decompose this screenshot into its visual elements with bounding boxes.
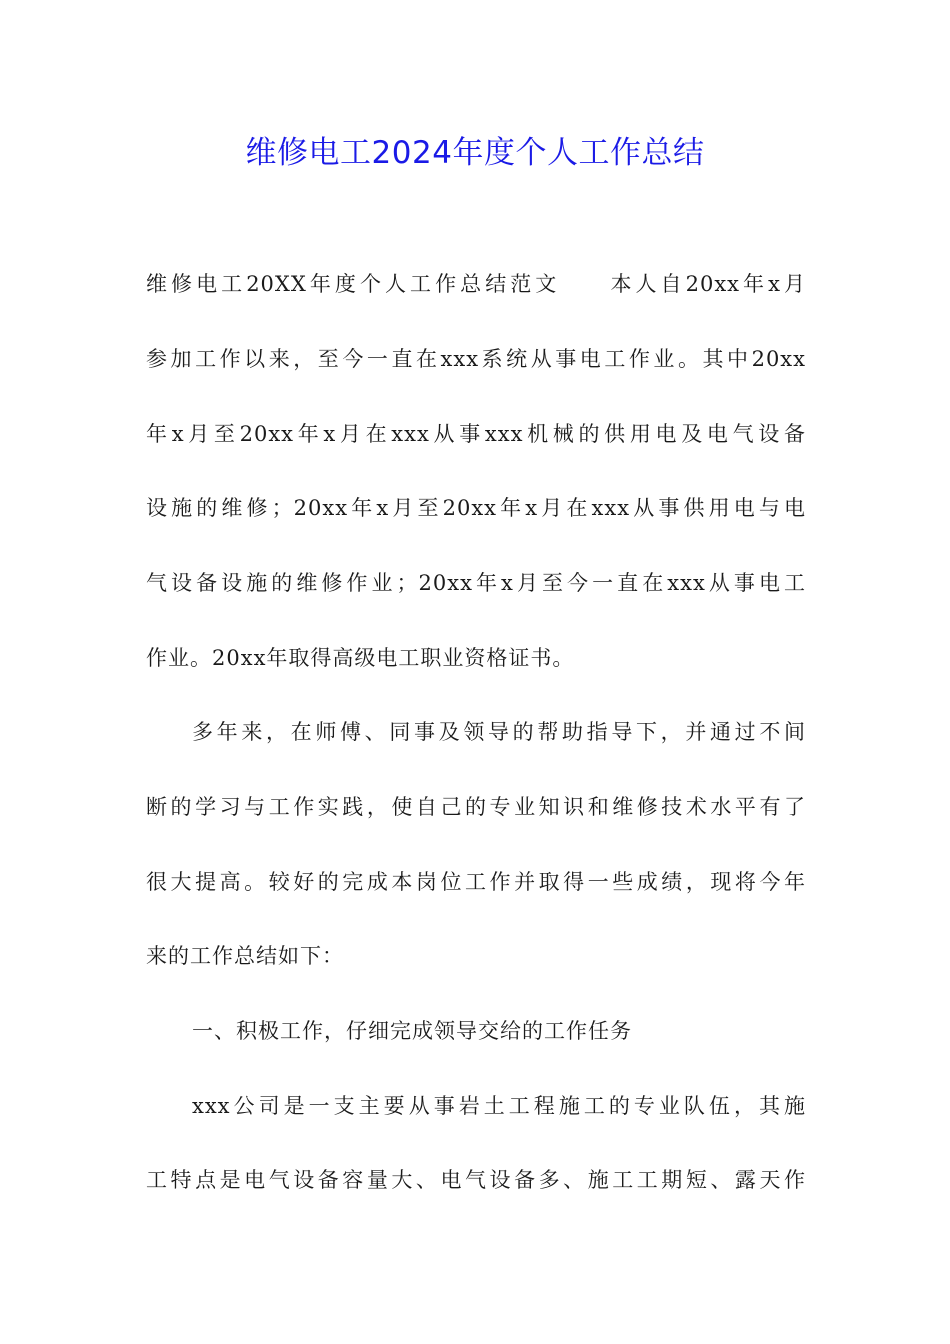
paragraph-line: 参加工作以来，至今一直在xxx系统从事电工作业。其中20xx	[146, 347, 806, 371]
paragraph-line: 设施的维修；20xx年x月至20xx年x月在xxx从事供用电与电	[146, 496, 806, 520]
paragraph-line: 气设备设施的维修作业；20xx年x月至今一直在xxx从事电工	[146, 571, 806, 595]
paragraph-line: 维修电工20XX年度个人工作总结范文 本人自20xx年x月	[146, 272, 806, 296]
paragraph-line: 来的工作总结如下：	[146, 944, 344, 968]
paragraph-line: 工特点是电气设备容量大、电气设备多、施工工期短、露天作	[146, 1168, 806, 1192]
paragraph-line: 作业。20xx年取得高级电工职业资格证书。	[146, 646, 575, 670]
paragraph-line: 年x月至20xx年x月在xxx从事xxx机械的供用电及电气设备	[146, 422, 806, 446]
paragraph-line: 很大提高。较好的完成本岗位工作并取得一些成绩，现将今年	[146, 870, 806, 894]
document-title: 维修电工2024年度个人工作总结	[245, 135, 705, 171]
section-heading: 一、积极工作，仔细完成领导交给的工作任务	[192, 1019, 632, 1043]
paragraph-line: 多年来，在师傅、同事及领导的帮助指导下，并通过不间	[192, 720, 806, 744]
paragraph-line: xxx公司是一支主要从事岩土工程施工的专业队伍，其施	[192, 1094, 806, 1118]
paragraph-line: 断的学习与工作实践，使自己的专业知识和维修技术水平有了	[146, 795, 806, 819]
